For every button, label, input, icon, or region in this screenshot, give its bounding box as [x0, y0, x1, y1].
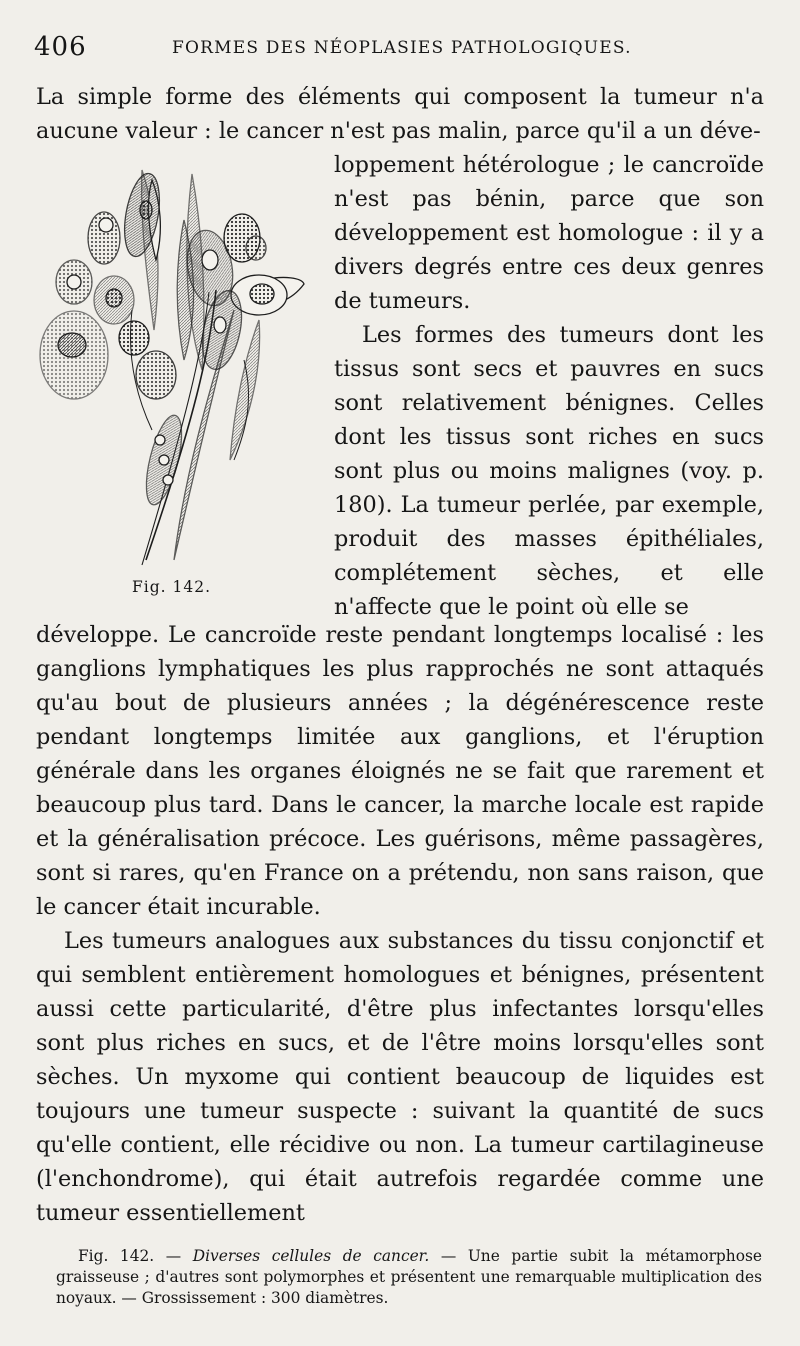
page-header [34, 30, 760, 66]
paragraph: Les formes des tumeurs dont les tissus sont secs et pauvres en sucs sont relativement bénignes. Celles dont les tissus sont riches en sucs sont plus ou moins malignes (voy. p. 180). La tumeur perlée, par exemple, produit des masses épithéliales, complétement sèches, et elle n'affecte que le point où elle se [334, 322, 764, 620]
page-number: 406 [34, 32, 87, 62]
paragraph: loppement hétérologue ; le cancroïde n'est pas bénin, parce que son développement est homologue : il y a divers degrés entre ces deux genres de tumeurs. [334, 152, 764, 314]
cancer-cells-illustration-icon [34, 160, 324, 590]
figure-footnote [56, 1246, 762, 1309]
intro-paragraph: La simple forme des éléments qui composent la tumeur n'a aucune valeur : le cancer n'est pas malin, parce qu'il a un déve- [36, 84, 764, 144]
footnote-label: Fig. 142. — [78, 1247, 182, 1265]
wrapped-text-column [334, 148, 764, 624]
footnote-text: — Une partie subit la métamorphose graisseuse ; d'autres sont polymorphes et présentent une remarquable multiplication des noyaux. — Grossissement : 300 diamètres. [56, 1247, 762, 1307]
paragraph: développe. Le cancroïde reste pendant longtemps localisé : les ganglions lymphatiques les plus rapprochés ne sont attaqués qu'au bout de plusieurs années ; la dégénérescence reste pendant longtemps limitée aux ganglions, et l'éruption générale dans les organes éloignés ne se fait que rarement et beaucoup plus tard. Dans le cancer, la marche locale est rapide et la généralisation précoce. Les guérisons, même passagères, sont si rares, qu'en France on a prétendu, non sans raison, que le cancer était incurable. [36, 622, 764, 920]
paragraph: Les tumeurs analogues aux substances du tissu conjonctif et qui semblent entièrement homologues et bénignes, présentent aussi cette particularité, d'être plus infectantes lorsqu'elles sont plus riches en sucs, et de l'être moins lorsqu'elles sont sèches. Un myxome qui contient beaucoup de liquides est toujours une tumeur suspecte : suivant la quantité de sucs qu'elle contient, elle récidive ou non. La tumeur cartilagineuse (l'enchondrome), qui était autrefois regardée comme une tumeur essentiellement [36, 928, 764, 1226]
running-title: FORMES DES NÉOPLASIES PATHOLOGIQUES. [172, 38, 632, 58]
main-text [36, 618, 764, 1230]
figure-label: Fig. 142. [132, 578, 211, 596]
footnote-title: Diverses cellules de cancer. [192, 1247, 430, 1265]
